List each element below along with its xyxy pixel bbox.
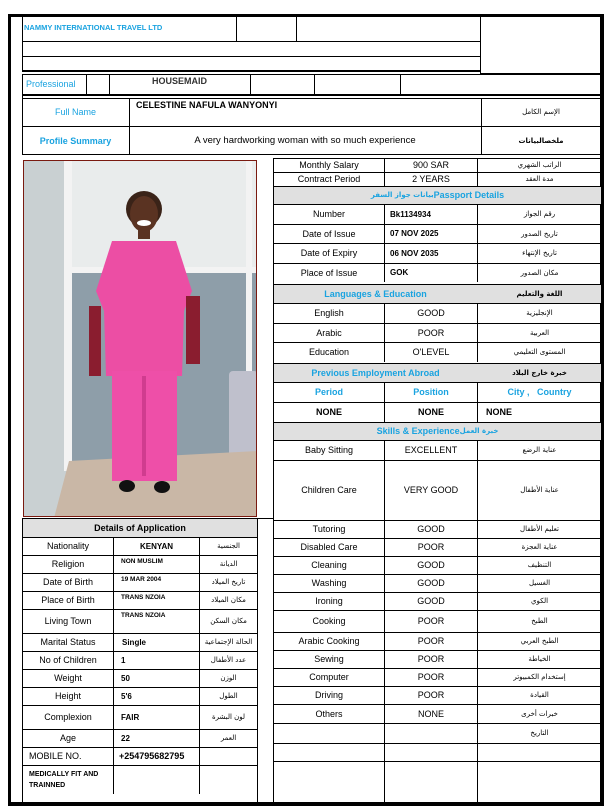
passport-row-value: Bk1134934 <box>390 209 431 219</box>
skill-row-ar: القيادة <box>530 691 549 700</box>
language-row-value: O'LEVEL <box>412 347 450 358</box>
application-ar: مكان السكن <box>210 617 247 626</box>
skill-row-label: Arabic Cooking <box>298 636 360 647</box>
contract-row-ar: مدة العقد <box>525 175 554 184</box>
skills-section-title: Skills & Experience <box>376 426 460 437</box>
application-ar: مكان الميلاد <box>211 596 246 605</box>
application-label: Living Town <box>44 616 92 627</box>
application-value: +254795682795 <box>119 751 185 762</box>
skill-row-value: POOR <box>417 672 445 683</box>
application-ar: تاريخ الميلاد <box>211 578 246 587</box>
application-title: Details of Application <box>94 522 186 533</box>
skill-row-label: Disabled Care <box>300 542 358 553</box>
application-value: 1 <box>121 655 126 665</box>
skill-row-label: Computer <box>309 672 349 683</box>
passport-row-value: 07 NOV 2025 <box>390 229 439 239</box>
application-label: Complexion <box>44 712 92 723</box>
application-label: MEDICALLY FIT AND TRAINNED <box>29 770 99 789</box>
contract-row-ar: الراتب الشهري <box>517 161 562 170</box>
application-ar: الديانة <box>219 560 238 569</box>
application-label: Date of Birth <box>42 577 94 588</box>
application-label: Place of Birth <box>41 595 95 606</box>
candidate-photo <box>23 160 257 517</box>
skill-row-value <box>385 724 477 743</box>
skill-row-ar: عناية الأطفال <box>520 486 559 495</box>
passport-section-title: Passport Details <box>433 190 505 201</box>
skill-row-ar: التنظيف <box>527 561 552 570</box>
application-value: TRANS NZOIA <box>121 594 166 601</box>
application-value: 22 <box>121 733 130 743</box>
full-name-value: CELESTINE NAFULA WANYONYI <box>136 100 278 110</box>
application-ar <box>200 766 257 794</box>
application-label: No of Children <box>39 655 97 666</box>
skill-row-label: Children Care <box>301 485 357 496</box>
language-row-ar: العربية <box>529 328 550 337</box>
contract-row-value: 900 SAR <box>412 160 450 171</box>
row-divider <box>273 743 601 744</box>
passport-row-label: Date of Expiry <box>300 248 358 259</box>
contract-row-value: 2 YEARS <box>412 174 450 185</box>
application-label: Weight <box>54 673 82 684</box>
passport-row-ar: تاريخ الصدور <box>521 229 558 238</box>
employment-header-position: Position <box>413 387 449 398</box>
application-value: 19 MAR 2004 <box>121 576 162 583</box>
skill-row-value: POOR <box>417 654 445 665</box>
application-ar: الوزن <box>220 674 237 683</box>
passport-row-ar: رقم الجواز <box>523 210 556 219</box>
application-ar: عدد الأطفال <box>210 656 247 665</box>
photo-image <box>24 161 257 517</box>
profile-summary-value: A very hardworking woman with so much experience <box>194 134 416 146</box>
application-ar: الطول <box>219 692 238 701</box>
skill-row-ar: إستخدام الكمبيوتر <box>513 673 566 682</box>
full-name-ar: الإسم الكامل <box>522 107 560 116</box>
application-label: Marital Status <box>40 637 96 648</box>
application-value: FAIR <box>121 712 140 722</box>
application-label: Nationality <box>46 541 90 552</box>
skill-row-label: Sewing <box>314 654 344 665</box>
employment-section-title-ar: خبرة خارج البلاد <box>512 368 567 377</box>
skill-row-label: Washing <box>311 578 347 589</box>
spacer-col <box>257 518 274 805</box>
language-row-value: GOOD <box>417 308 445 319</box>
skill-row-value: GOOD <box>417 524 445 535</box>
company-name: NAMMY INTERNATIONAL TRAVEL LTD <box>24 23 163 33</box>
skill-row-label <box>274 724 384 743</box>
profession-value: HOUSEMAID <box>151 76 207 86</box>
employment-header-period: Period <box>314 387 343 398</box>
header-row-2 <box>22 41 481 57</box>
passport-row-value: 06 NOV 2035 <box>390 248 439 258</box>
profile-summary-ar: ملخصالبيانات <box>518 136 564 145</box>
application-ar: العمر <box>220 734 237 743</box>
header-row-3 <box>22 56 481 71</box>
skill-row-ar: عناية الرضع <box>522 446 557 455</box>
employment-section-title: Previous Employment Abroad <box>311 367 440 378</box>
application-label: Height <box>54 691 81 702</box>
application-value: 5'6 <box>121 691 132 701</box>
application-ar: لون البشرة <box>211 713 246 722</box>
language-row-label: Arabic <box>316 327 342 338</box>
passport-section-title-wrap <box>274 187 601 204</box>
skill-row-value: NONE <box>417 708 444 719</box>
col-divider <box>384 743 385 805</box>
application-value: KENYAN <box>139 541 174 551</box>
passport-row-label: Place of Issue <box>300 267 358 278</box>
full-name-label: Full Name <box>54 106 96 117</box>
passport-row-label: Number <box>312 209 345 220</box>
skill-row-ar: الطبخ <box>531 617 548 626</box>
skill-row-ar: عناية العجزة <box>521 543 558 552</box>
skill-row-value: EXCELLENT <box>404 445 458 456</box>
skill-row-value: GOOD <box>417 560 445 571</box>
application-ar: الحالة الإجتماعية <box>204 638 253 647</box>
skill-row-value: POOR <box>417 616 445 627</box>
language-row-ar: المستوى التعليمي <box>513 348 566 357</box>
skill-row-ar: تعليم الأطفال <box>520 525 559 534</box>
header-logo-box <box>480 15 601 74</box>
professional-label: Professional <box>26 79 76 90</box>
contract-row-label: Monthly Salary <box>299 160 359 171</box>
skills-section-title-ar: خبرة العمل <box>459 427 499 436</box>
employment-period: NONE <box>315 407 342 418</box>
skill-row-ar: التاريخ <box>530 729 549 738</box>
languages-section-title: Languages & Education <box>324 288 427 299</box>
col-divider <box>477 743 478 805</box>
language-row-label: English <box>314 308 344 319</box>
application-ar: الجنسية <box>217 542 240 551</box>
skill-row-label: Cooking <box>312 616 346 627</box>
application-label: MOBILE NO. <box>29 751 82 762</box>
skill-row-ar: الكوي <box>530 597 549 606</box>
passport-row-value: GOK <box>390 268 409 278</box>
skill-row-value: POOR <box>417 636 445 647</box>
skill-row-value: GOOD <box>417 596 445 607</box>
skill-row-ar: الخياطة <box>528 655 551 664</box>
passport-row-ar: مكان الصدور <box>520 268 559 277</box>
application-ar <box>200 748 257 765</box>
skill-row-ar: الطبخ العربي <box>520 637 559 646</box>
application-value <box>114 766 199 794</box>
skill-row-label: Driving <box>314 690 343 701</box>
application-value: 50 <box>121 673 130 683</box>
skill-row-ar: خبرات أخرى <box>521 709 558 718</box>
contract-row-label: Contract Period <box>297 174 361 185</box>
skill-row-label: Baby Sitting <box>304 445 354 456</box>
application-label: Religion <box>51 559 85 570</box>
skill-row-label: Ironing <box>315 596 343 607</box>
skill-row-value: POOR <box>417 690 445 701</box>
employment-city-country: NONE <box>486 407 513 418</box>
skill-row-label: Others <box>315 708 343 719</box>
skill-row-label: Tutoring <box>312 524 346 535</box>
language-row-ar: الإنجليزية <box>526 309 553 318</box>
row-divider <box>273 761 601 762</box>
skill-row-label: Cleaning <box>311 560 347 571</box>
profile-summary-label: Profile Summary <box>39 135 112 146</box>
language-row-label: Education <box>308 347 350 358</box>
employment-position: NONE <box>417 407 444 418</box>
language-row-value: POOR <box>417 327 445 338</box>
application-value: TRANS NZOIA <box>121 612 166 619</box>
skills-section-title-wrap <box>274 423 601 440</box>
application-label: Age <box>59 733 76 744</box>
passport-row-label: Date of Issue <box>302 228 356 239</box>
skill-row-value: GOOD <box>417 578 445 589</box>
application-value: NON MUSLIM <box>121 558 163 565</box>
skill-row-ar: الغسيل <box>528 579 551 588</box>
passport-row-ar: تاريخ الإنتهاء <box>522 249 557 258</box>
skill-row-value: POOR <box>417 542 445 553</box>
skill-row-value: VERY GOOD <box>403 485 459 496</box>
application-value: Single <box>122 637 147 647</box>
passport-section-title-ar: بيانات جواز السفر <box>370 191 434 200</box>
employment-header-city-country: City , Country <box>507 387 572 398</box>
languages-section-title-ar: اللغة والتعليم <box>516 289 563 298</box>
